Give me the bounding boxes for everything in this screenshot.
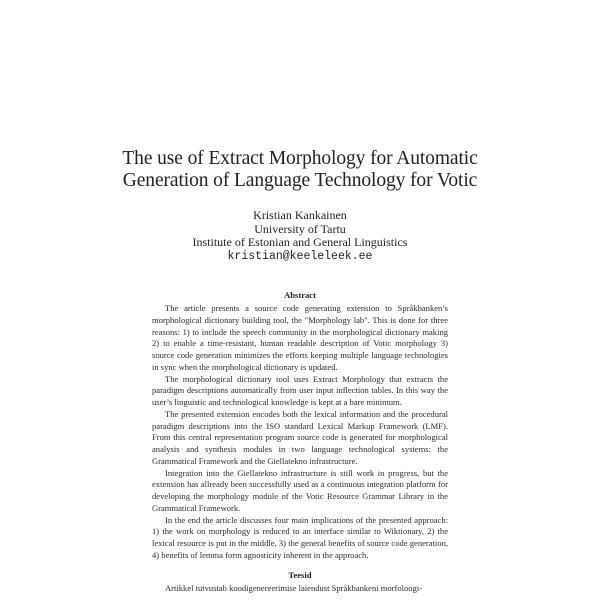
author-affiliation-university: University of Tartu xyxy=(254,221,346,236)
abstract-heading: Abstract xyxy=(284,290,316,300)
abstract-paragraph: In the end the article discusses four main implications of the presented approach: 1) the work on morphology is reduced to an interface similar to Wiktionary, 2) the lexical resource is put in the middle, 3) the general benefits of source code generation, 4) benefits of lemma form agnosticity inherent in the approach. xyxy=(152,514,448,560)
teesid-body xyxy=(152,583,448,595)
teesid-heading: Teesid xyxy=(288,570,312,580)
author-name: Kristian Kankainen xyxy=(253,208,347,222)
abstract-paragraph: The presented extension encodes both the lexical information and the procedural paradigm descriptions into the ISO standard Lexical Markup Framework (LMF). From this central representation program source code is generated for morphological analysis and synthesis modules in two language technological systems: the Grammatical Framework and the Giellatekno infrastructure. xyxy=(152,408,448,466)
title-line-2: Generation of Language Technology for Votic xyxy=(122,170,478,191)
abstract-paragraph: The morphological dictionary tool uses Extract Morphology that extracts the paradigm descriptions automatically from user input inflection tables. In this way the user’s linguistic and technological knowledge is kept at a bare minimum. xyxy=(152,373,448,407)
teesid-paragraph: Artikkel tutvustab koodigenereerimise laiendust Språkbankeni morfoloogi- xyxy=(165,583,423,593)
author-email: kristian@keeleleek.ee xyxy=(227,249,373,263)
title-line-1: The use of Extract Morphology for Automatic xyxy=(122,148,478,169)
author-affiliation-institute: Institute of Estonian and General Linguistics xyxy=(192,235,408,250)
paper-title xyxy=(100,148,500,192)
abstract-paragraph: The article presents a source code generating extension to Språkbanken’s morphological dictionary building tool, the "Morphology lab". This is done for three reasons: 1) to include the speech community in the morphological dictionary making 2) to enable a time-resistant, human readable description of Votic morphology 3) source code generation minimizes the efforts keeping multiple language technologies in sync when the morphological dictionary is updated. xyxy=(152,303,448,372)
abstract-body xyxy=(152,303,448,562)
author-block xyxy=(100,209,500,263)
abstract-paragraph: Integration into the Giellatekno infrastructure is still work in progress, but the extension has allready been successfully used as a continuous integration platform for developing the morphology module of the Votic Resource Grammar Library in the Grammatical Framework. xyxy=(152,467,448,513)
